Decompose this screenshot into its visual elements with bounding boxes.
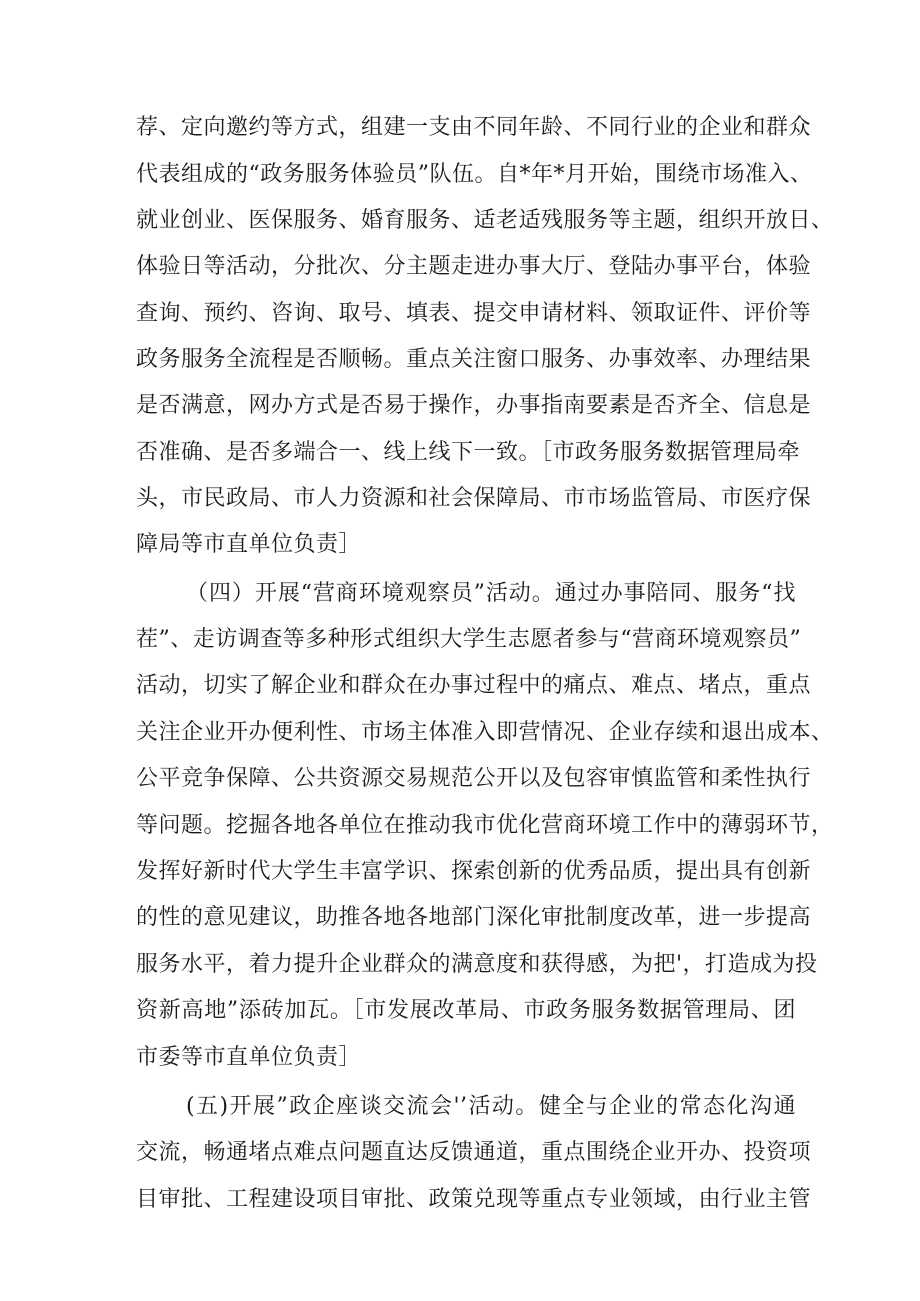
text-line: 关注企业开办便利性、市场主体准入即营情况、企业存续和退出成本、	[136, 720, 834, 745]
text-line: 荐、定向邀约等方式，组建一支由不同年龄、不同行业的企业和群众	[136, 115, 812, 140]
text-line: 服务水平，着力提升企业群众的满意度和获得感，为把'，打造成为投	[136, 952, 818, 977]
text-line: （四）开展“营商环境观察员”活动。通过办事陪同、服务“找	[186, 581, 796, 606]
text-line: 活动，切实了解企业和群众在办事过程中的痛点、难点、堵点，重点	[136, 673, 812, 698]
text-line: 政务服务全流程是否顺畅。重点关注窗口服务、办事效率、办理结果	[136, 347, 812, 372]
text-line: 是否满意，网办方式是否易于操作，办事指南要素是否齐全、信息是	[136, 393, 812, 418]
text-line: (五)开展”政企座谈交流会'’活动。健全与企业的常态化沟通	[186, 1094, 796, 1119]
text-line: 公平竞争保障、公共资源交易规范公开以及包容审慎监管和柔性执行	[136, 766, 812, 791]
text-line: 目审批、工程建设项目审批、政策兑现等重点专业领域，由行业主管	[136, 1187, 812, 1212]
text-line: 查询、预约、咨询、取号、填表、提交申请材料、领取证件、评价等	[136, 301, 812, 326]
text-line: 资新高地”添砖加瓦。［市发展改革局、市政务服务数据管理局、团	[136, 998, 796, 1023]
text-line: 头，市民政局、市人力资源和社会保障局、市市场监管局、市医疗保	[136, 486, 812, 511]
text-line: 市委等市直单位负责］	[136, 1045, 362, 1070]
text-line: 等问题。挖掘各地各单位在推动我市优化营商环境工作中的薄弱环节，	[136, 813, 834, 838]
text-line: 交流，畅通堵点难点问题直达反馈通道，重点围绕企业开办、投资项	[136, 1140, 812, 1165]
text-line: 障局等市直单位负责］	[136, 532, 362, 557]
text-line: 代表组成的“政务服务体验员”队伍。自*年*月开始，围绕市场准入、	[136, 162, 813, 187]
text-line: 的性的意见建议，助推各地各地部门深化审批制度改革，进一步提高	[136, 905, 812, 930]
text-line: 发挥好新时代大学生丰富学识、探索创新的优秀品质，提出具有创新	[136, 859, 812, 884]
text-line: 就业创业、医保服务、婚育服务、适老适残服务等主题，组织开放日、	[136, 208, 834, 233]
text-line: 茬”、走访调查等多种形式组织大学生志愿者参与“营商环境观察员”	[136, 627, 802, 652]
text-line: 体验日等活动，分批次、分主题走进办事大厅、登陆办事平台，体验	[136, 254, 812, 279]
text-line: 否准确、是否多端合一、线上线下一致。［市政务服务数据管理局牵	[136, 440, 801, 465]
